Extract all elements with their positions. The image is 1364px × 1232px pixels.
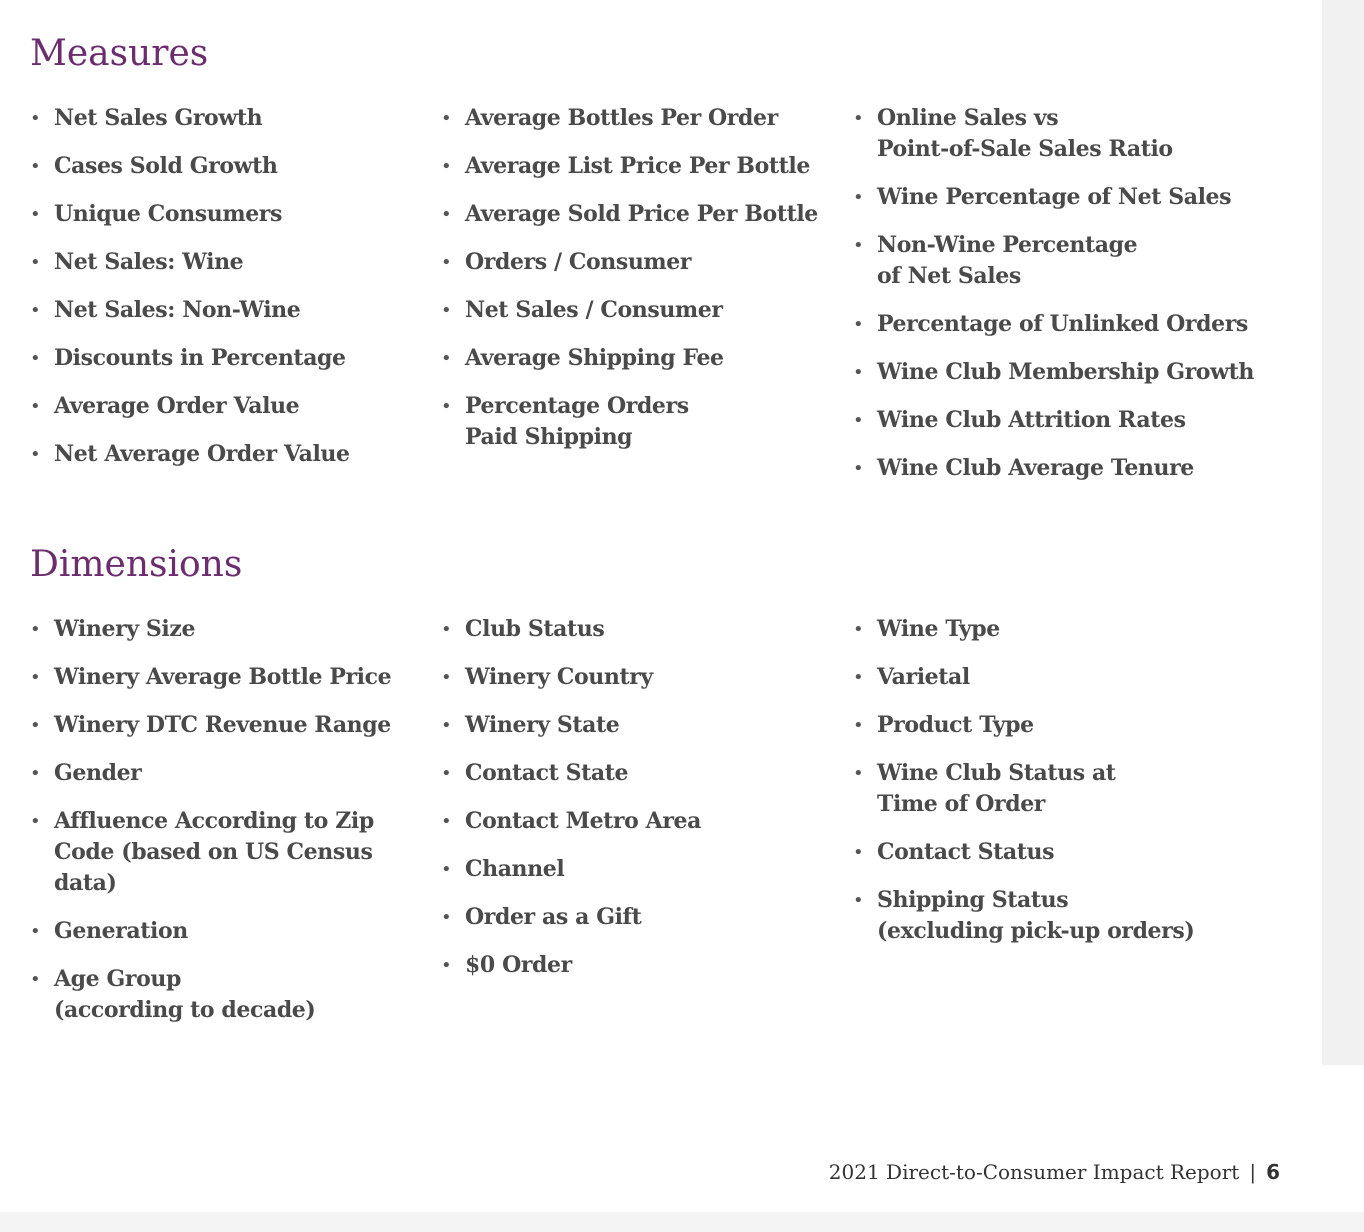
list-item-text: Average Sold Price Per Bottle <box>465 201 818 227</box>
bullet-dot-icon: • <box>853 362 864 383</box>
bullet-dot-icon: • <box>30 715 41 736</box>
list-item-text: Time of Order <box>877 791 1045 817</box>
list-item <box>30 199 420 230</box>
list-item <box>441 614 841 645</box>
bullet-dot-icon: • <box>30 811 41 832</box>
list-item <box>441 103 841 134</box>
list-item <box>30 247 420 278</box>
list-item <box>853 405 1283 436</box>
measures-column-1 <box>30 103 420 487</box>
list-item-text: Percentage Orders <box>465 393 689 419</box>
list-item <box>30 391 420 422</box>
list-item <box>30 964 420 1026</box>
bullet-dot-icon: • <box>853 458 864 479</box>
list-item-text: Net Average Order Value <box>54 441 350 467</box>
list-item <box>441 902 841 933</box>
list-item-text: Winery Average Bottle Price <box>54 664 392 690</box>
list-item-text: Point-of-Sale Sales Ratio <box>877 136 1173 162</box>
list-item-text: Net Sales: Non-Wine <box>54 297 301 323</box>
list-item <box>853 230 1283 292</box>
list-item <box>853 662 1283 693</box>
bullet-dot-icon: • <box>30 108 41 129</box>
list-item-text: Wine Club Average Tenure <box>877 455 1194 481</box>
list-item <box>441 247 841 278</box>
bullet-dot-icon: • <box>441 156 452 177</box>
list-item <box>30 662 420 693</box>
list-item-text: of Net Sales <box>877 263 1021 289</box>
side-strip <box>1322 0 1364 1065</box>
list-item-text: (according to decade) <box>54 997 316 1023</box>
list-item-text: Net Sales / Consumer <box>465 297 723 323</box>
list-item <box>30 614 420 645</box>
list-item-text: Net Sales Growth <box>54 105 263 131</box>
list-item <box>30 295 420 326</box>
list-item <box>30 103 420 134</box>
list-item-text: Contact Metro Area <box>465 808 701 834</box>
bullet-dot-icon: • <box>853 235 864 256</box>
list-item <box>441 199 841 230</box>
bullet-dot-icon: • <box>853 715 864 736</box>
list-item <box>441 343 841 374</box>
list-item-text: Club Status <box>465 616 605 642</box>
list-item <box>30 439 420 470</box>
list-item <box>30 758 420 789</box>
list-item <box>30 151 420 182</box>
dimensions-column-1 <box>30 614 420 1043</box>
list-item-text: Order as a Gift <box>465 904 642 930</box>
list-item <box>853 453 1283 484</box>
list-item <box>30 806 420 899</box>
dimensions-column-3 <box>853 614 1283 964</box>
list-item-text: data) <box>54 870 117 896</box>
list-item-text: Age Group <box>54 966 181 992</box>
list-item-text: Wine Club Attrition Rates <box>877 407 1186 433</box>
list-item-text: Wine Club Membership Growth <box>877 359 1254 385</box>
list-item-text: Average Shipping Fee <box>465 345 724 371</box>
list-item <box>441 758 841 789</box>
list-item <box>30 710 420 741</box>
list-item <box>853 357 1283 388</box>
bullet-dot-icon: • <box>853 890 864 911</box>
list-item <box>853 837 1283 868</box>
list-item-text: Average List Price Per Bottle <box>465 153 810 179</box>
footer-report-title: 2021 Direct-to-Consumer Impact Report <box>828 1160 1240 1184</box>
list-item-text: Channel <box>465 856 565 882</box>
list-item-text: Unique Consumers <box>54 201 282 227</box>
list-item <box>441 710 841 741</box>
list-item-text: Shipping Status <box>877 887 1069 913</box>
measures-column-3 <box>853 103 1283 501</box>
list-item-text: Winery DTC Revenue Range <box>54 712 391 738</box>
list-item <box>853 885 1283 947</box>
measures-column-2 <box>441 103 841 470</box>
list-item-text: Paid Shipping <box>465 424 633 450</box>
bullet-dot-icon: • <box>441 300 452 321</box>
measures-heading: Measures <box>30 33 209 74</box>
list-item-text: Contact Status <box>877 839 1055 865</box>
bullet-dot-icon: • <box>30 619 41 640</box>
bullet-dot-icon: • <box>30 969 41 990</box>
bullet-dot-icon: • <box>441 108 452 129</box>
bullet-dot-icon: • <box>30 300 41 321</box>
list-item-text: Wine Type <box>877 616 1000 642</box>
list-item-text: Cases Sold Growth <box>54 153 278 179</box>
list-item-text: Average Bottles Per Order <box>465 105 778 131</box>
list-item <box>853 309 1283 340</box>
bullet-dot-icon: • <box>441 907 452 928</box>
bullet-dot-icon: • <box>441 667 452 688</box>
list-item <box>441 391 841 453</box>
list-item <box>441 151 841 182</box>
list-item <box>853 758 1283 820</box>
bullet-dot-icon: • <box>30 252 41 273</box>
bullet-dot-icon: • <box>30 204 41 225</box>
list-item-text: Winery State <box>465 712 620 738</box>
list-item <box>853 103 1283 165</box>
list-item-text: Discounts in Percentage <box>54 345 346 371</box>
list-item <box>441 295 841 326</box>
bullet-dot-icon: • <box>853 763 864 784</box>
list-item <box>441 662 841 693</box>
bullet-dot-icon: • <box>441 955 452 976</box>
list-item-text: Winery Country <box>465 664 653 690</box>
bullet-dot-icon: • <box>441 252 452 273</box>
page-footer <box>829 1158 1280 1186</box>
bullet-dot-icon: • <box>441 811 452 832</box>
list-item-text: Percentage of Unlinked Orders <box>877 311 1248 337</box>
bullet-dot-icon: • <box>853 842 864 863</box>
list-item-text: Affluence According to Zip <box>54 808 374 834</box>
list-item <box>853 710 1283 741</box>
list-item <box>441 806 841 837</box>
list-item-text: Wine Percentage of Net Sales <box>877 184 1232 210</box>
list-item-text: Gender <box>54 760 142 786</box>
bullet-dot-icon: • <box>853 108 864 129</box>
bullet-dot-icon: • <box>30 444 41 465</box>
list-item-text: $0 Order <box>465 952 572 978</box>
list-item-text: Code (based on US Census <box>54 839 373 865</box>
list-item-text: Product Type <box>877 712 1034 738</box>
list-item-text: Online Sales vs <box>877 105 1059 131</box>
list-item <box>853 182 1283 213</box>
list-item-text: Net Sales: Wine <box>54 249 244 275</box>
bullet-dot-icon: • <box>441 715 452 736</box>
bullet-dot-icon: • <box>30 348 41 369</box>
bullet-dot-icon: • <box>30 396 41 417</box>
bullet-dot-icon: • <box>30 156 41 177</box>
dimensions-column-2 <box>441 614 841 998</box>
page-number: 6 <box>1266 1160 1280 1184</box>
list-item-text: Generation <box>54 918 188 944</box>
bullet-dot-icon: • <box>441 396 452 417</box>
list-item-text: Average Order Value <box>54 393 300 419</box>
bullet-dot-icon: • <box>853 619 864 640</box>
list-item <box>441 950 841 981</box>
list-item-text: Wine Club Status at <box>877 760 1116 786</box>
list-item-text: Orders / Consumer <box>465 249 692 275</box>
bottom-strip <box>0 1212 1364 1232</box>
bullet-dot-icon: • <box>30 667 41 688</box>
bullet-dot-icon: • <box>441 619 452 640</box>
bullet-dot-icon: • <box>853 314 864 335</box>
bullet-dot-icon: • <box>853 187 864 208</box>
bullet-dot-icon: • <box>441 763 452 784</box>
list-item-text: Winery Size <box>54 616 196 642</box>
list-item-text: Contact State <box>465 760 629 786</box>
bullet-dot-icon: • <box>30 763 41 784</box>
bullet-dot-icon: • <box>441 204 452 225</box>
list-item <box>853 614 1283 645</box>
list-item-text: (excluding pick-up orders) <box>877 918 1195 944</box>
list-item <box>441 854 841 885</box>
dimensions-heading: Dimensions <box>30 544 243 585</box>
bullet-dot-icon: • <box>30 921 41 942</box>
list-item <box>30 916 420 947</box>
bullet-dot-icon: • <box>853 410 864 431</box>
list-item <box>30 343 420 374</box>
footer-separator: | <box>1249 1160 1257 1184</box>
list-item-text: Varietal <box>877 664 970 690</box>
list-item-text: Non-Wine Percentage <box>877 232 1138 258</box>
bullet-dot-icon: • <box>853 667 864 688</box>
bullet-dot-icon: • <box>441 859 452 880</box>
bullet-dot-icon: • <box>441 348 452 369</box>
